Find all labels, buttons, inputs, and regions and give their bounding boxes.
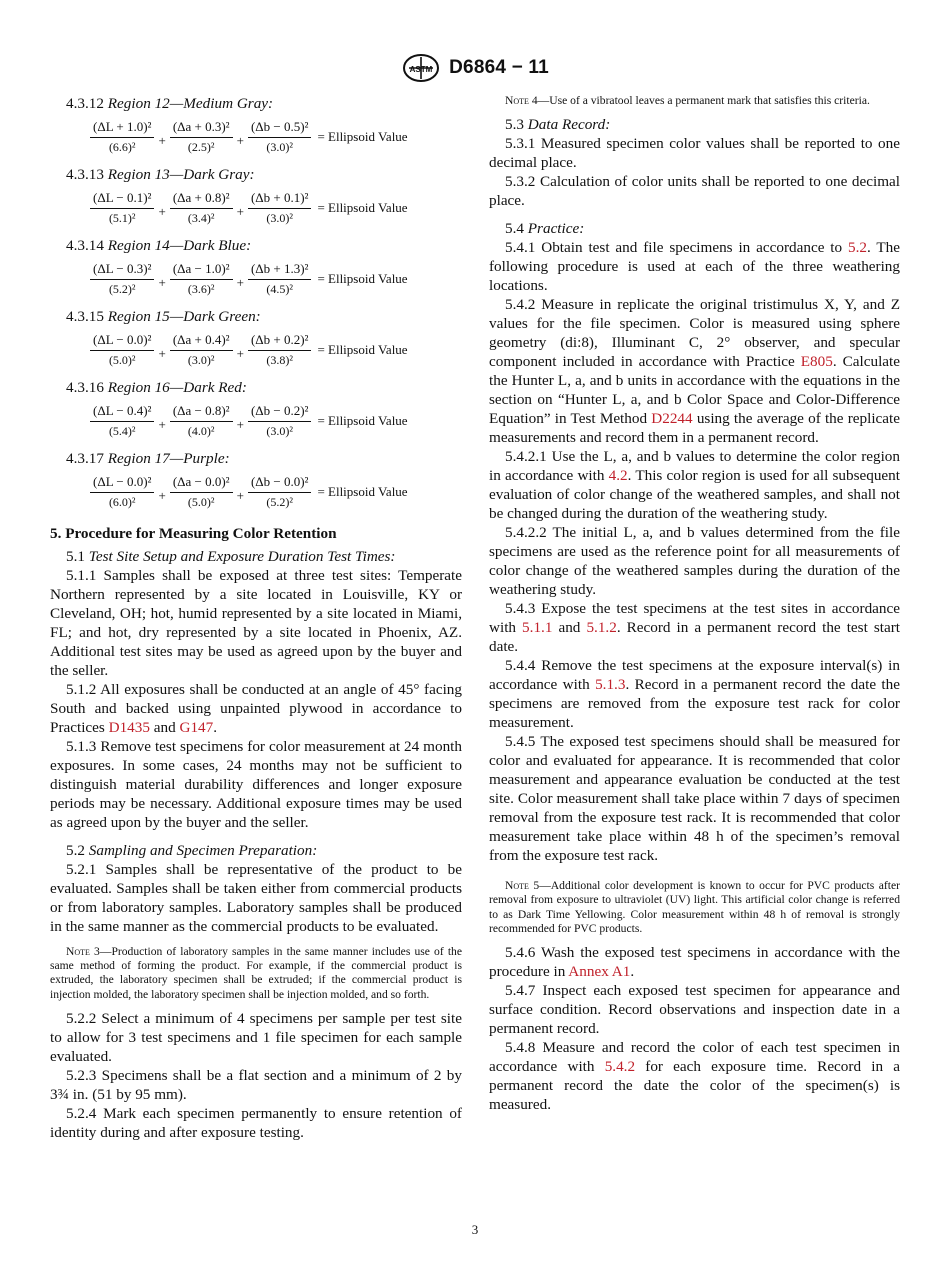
region-title: 4.3.14 Region 14—Dark Blue: — [66, 237, 252, 254]
page-header — [0, 50, 950, 86]
equation-fraction: $\frac{\text{(ΔL − 0.4)²}}{\text{(5.4)²}}$ — [90, 403, 154, 439]
para-5-1-2: 5.1.2 All exposures shall be conducted at an angle of 45° facing South and backed using unpainted plywood in accordance to Practices D1435 and G147. — [50, 681, 462, 736]
left-column — [50, 94, 462, 1142]
right-column — [489, 94, 900, 1114]
equation-fraction: $\frac{\text{(Δa + 0.3)²}}{\text{(2.5)²}}$ — [170, 119, 233, 155]
plus-sign: + — [158, 133, 166, 148]
link-5-1-3[interactable]: 5.1.3 — [595, 676, 626, 694]
para-5-4-1: 5.4.1 Obtain test and file specimens in accordance to 5.2. The following procedure is used at each of the three weathering locations. — [489, 239, 900, 295]
para-5-4-6: 5.4.6 Wash the exposed test specimens in accordance with the procedure in Annex A1. — [489, 944, 900, 981]
equation-fraction: $\frac{\text{(Δa − 1.0)²}}{\text{(3.6)²}}$ — [170, 261, 233, 297]
link-5-4-2[interactable]: 5.4.2 — [604, 1058, 636, 1076]
ellipsoid-equation — [90, 332, 462, 368]
region-title: 4.3.15 Region 15—Dark Green: — [66, 308, 261, 325]
link-d2244[interactable]: D2244 — [651, 410, 693, 428]
link-5-2[interactable]: 5.2 — [848, 239, 867, 257]
equation-fraction: $\frac{\text{(Δb + 0.2)²}}{\text{(3.8)²}}$ — [248, 332, 312, 368]
region-title: 4.3.12 Region 12—Medium Gray: — [66, 95, 274, 112]
ellipsoid-value-label: = Ellipsoid Value — [317, 342, 408, 357]
link-5-1-2[interactable]: 5.1.2 — [586, 619, 617, 637]
para-5-2-4: 5.2.4 Mark each specimen permanently to ensure retention of identity during and after exposure testing. — [50, 1104, 462, 1141]
region-title: 4.3.16 Region 16—Dark Red: — [66, 379, 247, 396]
para-5-2: 5.2 Sampling and Specimen Preparation: — [66, 842, 318, 859]
equation-fraction: $\frac{\text{(Δb − 0.5)²}}{\text{(3.0)²}}$ — [248, 119, 312, 155]
section-5-heading: 5. Procedure for Measuring Color Retention — [50, 525, 337, 542]
para-5-4-4: 5.4.4 Remove the test specimens at the exposure interval(s) in accordance with 5.1.3. Record in a permanent record the date the specimens are removed from the exposure test rack for color measurement. — [489, 657, 900, 732]
note-5: Note 5—Additional color development is known to occur for PVC products after removal from exposure to ultraviolet (UV) light. This artificial color change is referred to as Dark Time Yellowing. Color measurement within 48 h of removal is strongly recommended for PVC products. — [489, 879, 900, 935]
ellipsoid-equation — [90, 261, 462, 297]
plus-sign: + — [236, 275, 244, 290]
para-5-3-1: 5.3.1 Measured specimen color values shall be reported to one decimal place. — [489, 135, 900, 172]
para-5-2-2: 5.2.2 Select a minimum of 4 specimens per sample per test site to allow for 3 test specimens and 1 file specimen for each sample evaluated. — [50, 1009, 462, 1065]
ellipsoid-value-label: = Ellipsoid Value — [317, 484, 408, 499]
para-5-4-7: 5.4.7 Inspect each exposed test specimen for appearance and surface condition. Record observations and inspection date in a permanent record. — [489, 982, 900, 1038]
plus-sign: + — [158, 275, 166, 290]
para-5-3-2: 5.3.2 Calculation of color units shall be reported to one decimal place. — [489, 173, 900, 210]
equation-fraction: $\frac{\text{(Δb + 1.3)²}}{\text{(4.5)²}}$ — [248, 261, 312, 297]
region-title: 4.3.17 Region 17—Purple: — [66, 450, 230, 467]
note-4: Note 4—Use of a vibratool leaves a permanent mark that satisfies this criteria. — [505, 94, 870, 107]
link-g147[interactable]: G147 — [179, 719, 214, 736]
link-e805[interactable]: E805 — [800, 353, 833, 371]
equation-fraction: $\frac{\text{(Δb − 0.0)²}}{\text{(5.2)²}}$ — [248, 474, 312, 510]
para-5-1-1: 5.1.1 Samples shall be exposed at three test sites: Temperate Northern represented by a site located in Louisville, KY or Cleveland, OH; hot, humid represented by a site located in Miami, FL; and hot, dry represented by a site located in Phoenix, AZ. Additional test sites may be used as agreed upon by the buyer and the seller. — [50, 567, 462, 679]
equation-fraction: $\frac{\text{(ΔL + 1.0)²}}{\text{(6.6)²}}$ — [90, 119, 154, 155]
para-5-2-3: 5.2.3 Specimens shall be a flat section and a minimum of 2 by 3¾ in. (51 by 95 mm). — [50, 1066, 462, 1103]
para-5-4-5: 5.4.5 The exposed test specimens should shall be measured for color and evaluated for appearance. It is recommended that color measurement and appearance evaluation be conducted at the test site. Color measurement shall take place within 7 days of specimen removal from the exposure test rack. It is recommended that color measurement take place within 48 h of the specimen’s removal from the exposure test rack. — [489, 733, 900, 865]
plus-sign: + — [158, 417, 166, 432]
link-d1435[interactable]: D1435 — [108, 719, 150, 736]
para-5-1: 5.1 Test Site Setup and Exposure Duration Test Times: — [66, 548, 396, 565]
region-title: 4.3.13 Region 13—Dark Gray: — [66, 166, 255, 183]
para-5-3: 5.3 Data Record: — [505, 116, 611, 134]
para-5-4-8: 5.4.8 Measure and record the color of each test specimen in accordance with 5.4.2 for each exposure time. Record in a permanent record the date the color of the specimen(s) is measured. — [489, 1039, 900, 1114]
ellipsoid-value-label: = Ellipsoid Value — [317, 129, 408, 144]
equation-fraction: $\frac{\text{(ΔL − 0.1)²}}{\text{(5.1)²}}$ — [90, 190, 154, 226]
para-5-4-2: 5.4.2 Measure in replicate the original tristimulus X, Y, and Z values for the file specimen. Color is measured using sphere geometry (di:8), Illuminant C, 2° observer, and specular component included in accordance with Practice E805. Calculate the Hunter L, a, and b units in accordance with the equations in the section on “Hunter L, a, and b Color Space and Color-Difference Equation” in Test Method D2244 using the average of the replicate measurements and record them in a permanent record. — [489, 296, 900, 447]
ellipsoid-equation — [90, 403, 462, 439]
para-5-4-3: 5.4.3 Expose the test specimens at the test sites in accordance with 5.1.1 and 5.1.2. Record in a permanent record the test start date. — [489, 600, 900, 656]
equation-fraction: $\frac{\text{(Δa − 0.0)²}}{\text{(5.0)²}}$ — [170, 474, 233, 510]
ellipsoid-equation — [90, 119, 462, 155]
ellipsoid-equation — [90, 474, 462, 510]
equation-fraction: $\frac{\text{(Δb + 0.1)²}}{\text{(3.0)²}}$ — [248, 190, 312, 226]
standard-designation: D6864 − 11 — [449, 57, 549, 78]
ellipsoid-value-label: = Ellipsoid Value — [317, 200, 408, 215]
plus-sign: + — [236, 204, 244, 219]
equation-fraction: $\frac{\text{(Δa + 0.4)²}}{\text{(3.0)²}}$ — [170, 332, 233, 368]
link-5-1-1[interactable]: 5.1.1 — [522, 619, 553, 637]
link-annex-a1[interactable]: Annex A1 — [568, 963, 631, 981]
para-5-1-3: 5.1.3 Remove test specimens for color measurement at 24 month exposures. In some cases, 24 months may not be sufficient to distinguish material durability differences and longer exposure periods may be necessary. Additional exposure times may be used as agreed upon by the buyer and the seller. — [50, 738, 462, 831]
equation-fraction: $\frac{\text{(Δa − 0.8)²}}{\text{(4.0)²}}$ — [170, 403, 233, 439]
page-number: 3 — [471, 1222, 479, 1237]
plus-sign: + — [236, 133, 244, 148]
plus-sign: + — [236, 417, 244, 432]
para-5-4-2-1: 5.4.2.1 Use the L, a, and b values to determine the color region in accordance with 4.2. This color region is used for all subsequent evaluation of color change of the weathered samples, and shall not be changed during the duration of the weathering study. — [489, 448, 900, 523]
note-3: Note 3—Production of laboratory samples in the same manner includes use of the same method of forming the product. For example, if the commercial product is extruded, the laboratory specimen shall be extruded; if the commercial product is injection molded, the laboratory specimen shall be injection molded, and so forth. — [50, 945, 462, 1001]
astm-logo-icon — [401, 53, 441, 83]
para-5-2-1: 5.2.1 Samples shall be representative of the product to be evaluated. Samples shall be taken either from commercial products or from laboratory samples. Laboratory samples shall be produced in the same manner as the commercial products to be evaluated. — [50, 861, 462, 935]
para-5-4: 5.4 Practice: — [505, 220, 585, 238]
svg-text:ASTM: ASTM — [409, 65, 433, 74]
plus-sign: + — [236, 346, 244, 361]
plus-sign: + — [158, 488, 166, 503]
ellipsoid-equation — [90, 190, 462, 226]
equation-fraction: $\frac{\text{(Δa + 0.8)²}}{\text{(3.4)²}}$ — [170, 190, 233, 226]
equation-fraction: $\frac{\text{(ΔL − 0.3)²}}{\text{(5.2)²}}$ — [90, 261, 154, 297]
plus-sign: + — [158, 204, 166, 219]
ellipsoid-value-label: = Ellipsoid Value — [317, 413, 408, 428]
plus-sign: + — [158, 346, 166, 361]
region-equations — [50, 94, 462, 510]
para-5-4-2-2: 5.4.2.2 The initial L, a, and b values determined from the file specimens are used as the reference point for all measurements of color change of the weathered samples during the duration of the weathering study. — [489, 524, 900, 599]
equation-fraction: $\frac{\text{(Δb − 0.2)²}}{\text{(3.0)²}}$ — [248, 403, 312, 439]
equation-fraction: $\frac{\text{(ΔL − 0.0)²}}{\text{(6.0)²}}$ — [90, 474, 154, 510]
ellipsoid-value-label: = Ellipsoid Value — [317, 271, 408, 286]
plus-sign: + — [236, 488, 244, 503]
equation-fraction: $\frac{\text{(ΔL − 0.0)²}}{\text{(5.0)²}}$ — [90, 332, 154, 368]
link-4-2[interactable]: 4.2 — [608, 467, 628, 485]
